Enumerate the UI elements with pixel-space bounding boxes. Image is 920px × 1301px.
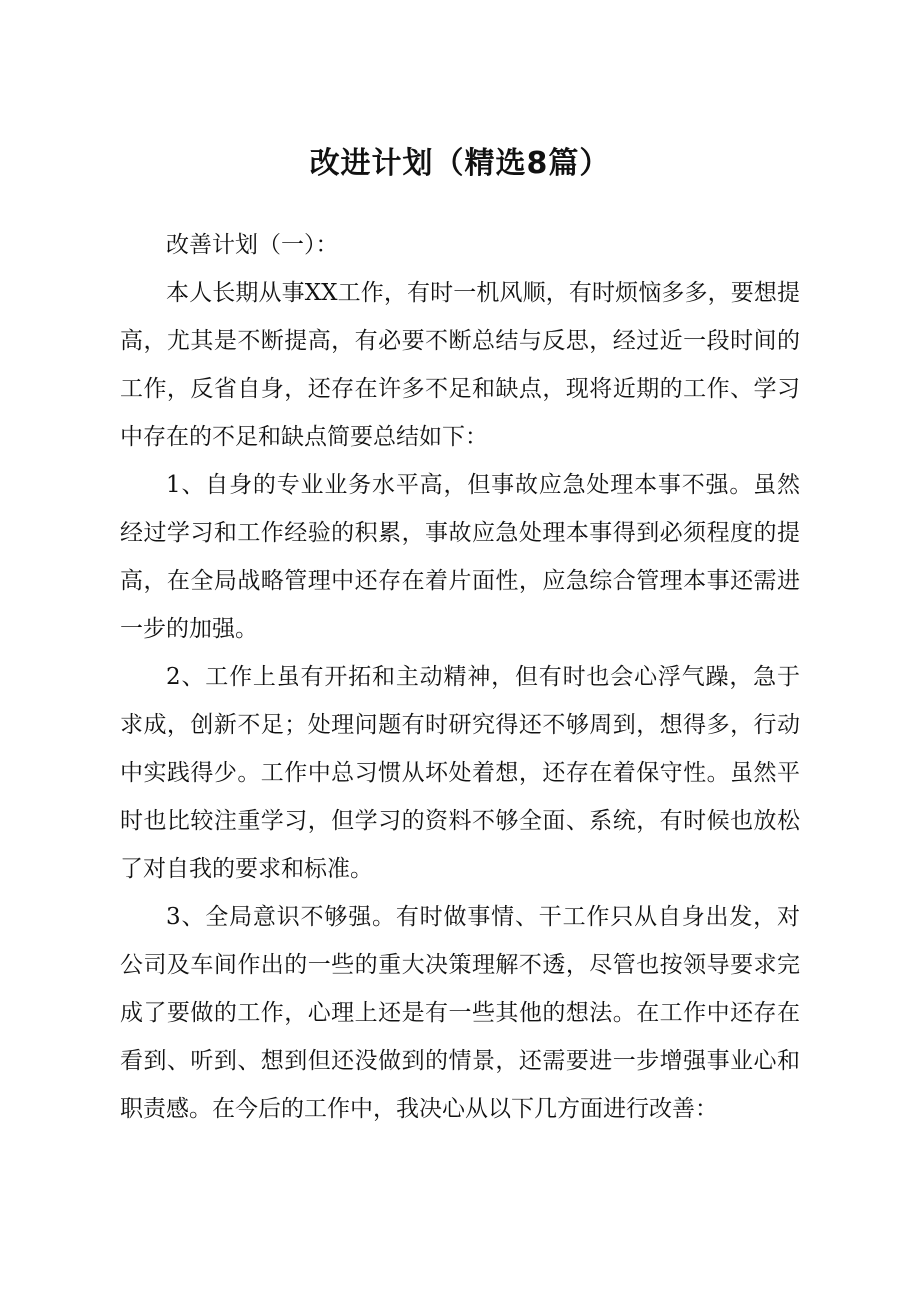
document-title: 改进计划（精选8篇） <box>309 146 611 181</box>
paragraph-item-3: 3、全局意识不够强。有时做事情、干工作只从自身出发，对公司及车间作出的一些的重大决策理解不透，尽管也按领导要求完成了要做的工作，心理上还是有一些其他的想法。在工作中还存在看到、听到、想到但还没做到的情景，还需要进一步增强事业心和职责感。在今后的工作中，我决心从以下几方面进行改善： <box>120 904 800 1122</box>
paragraph-intro: 本人长期从事XX工作，有时一机风顺，有时烦恼多多，要想提高，尤其是不断提高，有必要不断总结与反思，经过近一段时间的工作，反省自身，还存在许多不足和缺点，现将近期的工作、学习中存在的不足和缺点简要总结如下： <box>120 280 800 450</box>
section-heading: 改善计划（一）： <box>166 232 339 258</box>
paragraph-item-1: 1、自身的专业业务水平高，但事故应急处理本事不强。虽然经过学习和工作经验的积累，事故应急处理本事得到必须程度的提高，在全局战略管理中还存在着片面性，应急综合管理本事还需进一步的加强。 <box>120 472 800 642</box>
document-body <box>120 221 800 1133</box>
paragraph-item-2: 2、工作上虽有开拓和主动精神，但有时也会心浮气躁，急于求成，创新不足；处理问题有时研究得还不够周到，想得多，行动中实践得少。工作中总习惯从坏处着想，还存在着保守性。虽然平时也比较注重学习，但学习的资料不够全面、系统，有时候也放松了对自我的要求和标准。 <box>120 664 800 882</box>
